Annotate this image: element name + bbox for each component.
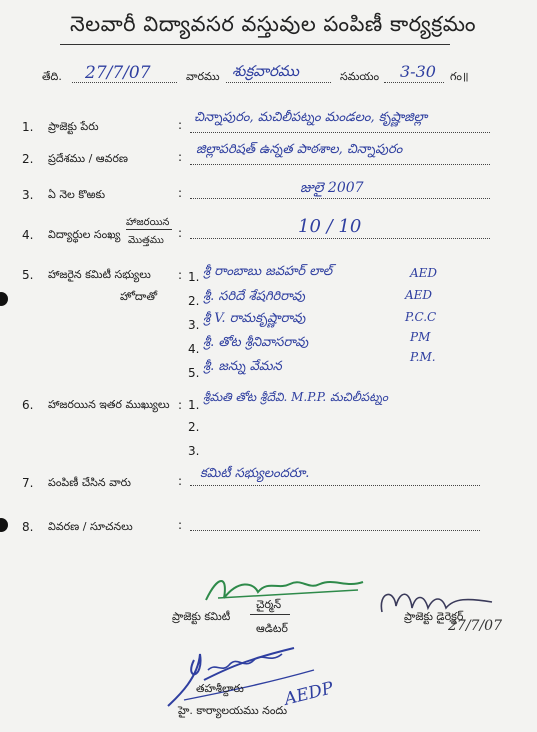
member-2-designation: AED (405, 288, 433, 302)
member-5-name: శ్రీ. జన్ను వేమన (203, 359, 282, 374)
member-2-name: శ్రీ. సరిదే శేషగిరిరావు (203, 289, 306, 304)
member-5-designation: P.M. (410, 350, 436, 364)
row-2-value: జిల్లాపరిషత్ ఉన్నత పాఠశాల, చిన్నాపురం (196, 142, 403, 157)
row-4-label: విద్యార్థుల సంఖ్య (48, 228, 121, 241)
row-5-label: హాజరైన కమిటీ సభ్యులు (48, 268, 151, 281)
date-dotted-line (72, 82, 177, 83)
time-label: సమయం (340, 70, 380, 83)
row-8-colon: : (178, 518, 183, 532)
official-2-number: 2. (188, 420, 200, 434)
row-6-number: 6. (22, 398, 34, 412)
chairman-signature (198, 570, 368, 610)
member-3-designation: P.C.C (405, 310, 437, 324)
member-1-designation: AED (410, 266, 438, 280)
row-4-label-bottom: మొత్తము (128, 235, 164, 246)
time-unit: గం॥ (450, 70, 469, 83)
row-5-number: 5. (22, 268, 34, 282)
official-1-number: 1. (188, 398, 200, 412)
date-label: తేది. (42, 70, 62, 83)
row-4-label-top: హాజరయిన (126, 217, 170, 228)
director-date: 27/7/07 (448, 618, 502, 634)
row-4-fraction-line (126, 229, 172, 230)
title-underline (60, 44, 450, 45)
row-3-number: 3. (22, 188, 34, 202)
day-label: వారము (186, 70, 220, 83)
row-2-dotted-line (190, 164, 490, 165)
member-3-name: శ్రీ V. రామకృష్ణారావు (203, 311, 306, 326)
member-5-number: 5. (188, 366, 200, 380)
row-4-value: 10 / 10 (298, 216, 362, 237)
row-8-label: వివరణ / సూచనలు (48, 520, 133, 533)
row-7-dotted-line (190, 485, 480, 486)
row-4-colon: : (178, 226, 183, 240)
chairman-label: చైర్మన్ (256, 598, 282, 611)
form-title: నెలవారీ విద్యావసర వస్తువుల పంపిణీ కార్యక్రమం (70, 12, 477, 36)
chairman-auditor-divider (250, 614, 290, 615)
row-8-dotted-line (190, 530, 480, 531)
member-2-number: 2. (188, 294, 200, 308)
row-3-value: జులై 2007 (300, 180, 364, 196)
row-6-label: హాజరయిన ఇతర ముఖ్యులు (48, 398, 170, 411)
auditor-label: ఆడిటర్ (256, 622, 288, 635)
row-2-label: ప్రదేశము / ఆవరణ (48, 152, 128, 165)
official-1-name: శ్రీమతి తోట శ్రీదేవి. M.P.P. మచిలీపట్నం (203, 390, 388, 404)
committee-label: ప్రాజెక్టు కమిటీ (172, 610, 231, 623)
member-3-number: 3. (188, 318, 200, 332)
date-value: 27/7/07 (85, 63, 151, 83)
row-7-value: కమిటీ సభ్యులందరూ. (200, 466, 310, 481)
member-4-number: 4. (188, 342, 200, 356)
punch-hole-bottom (0, 518, 8, 532)
punch-hole-top (0, 292, 8, 306)
row-4-dotted-line (190, 238, 490, 239)
row-2-number: 2. (22, 152, 34, 166)
director-label: ప్రాజెక్టు డైరెక్టర్ (404, 610, 464, 623)
row-1-number: 1. (22, 120, 34, 134)
school-office-label: హై. కార్యాలయము నందు (178, 704, 287, 717)
row-5-sub-label: హోదాతో (120, 290, 158, 303)
row-4-number: 4. (22, 228, 34, 242)
row-7-colon: : (178, 474, 183, 488)
aedp-stamp: AEDP (282, 678, 336, 710)
row-8-number: 8. (22, 520, 34, 534)
member-4-designation: PM (410, 330, 431, 344)
row-6-colon: : (178, 398, 183, 412)
member-1-number: 1. (188, 270, 200, 284)
row-5-colon: : (178, 268, 183, 282)
row-1-label: ప్రాజెక్టు పేరు (48, 120, 99, 133)
row-1-value: చిన్నాపురం, మచిలీపట్నం మండలం, కృష్ణాజిల్లా (194, 110, 428, 125)
time-dotted-line (384, 82, 444, 83)
row-2-colon: : (178, 150, 183, 164)
row-1-colon: : (178, 118, 183, 132)
member-4-name: శ్రీ. తోట శ్రీనివాసరావు (203, 335, 309, 350)
row-1-dotted-line (190, 132, 490, 133)
row-3-colon: : (178, 186, 183, 200)
official-3-number: 3. (188, 444, 200, 458)
row-7-label: పంపిణీ చేసిన వారు (48, 476, 131, 489)
day-value: శుక్రవారము (232, 62, 299, 80)
member-1-name: శ్రీ రాంబాబు జవహర్ లాల్ (203, 264, 333, 279)
day-dotted-line (226, 82, 331, 83)
row-3-label: ఏ నెల కొఱకు (48, 188, 106, 201)
tahsildar-label: తహశీల్దారు (196, 682, 244, 695)
time-value: 3-30 (400, 62, 436, 81)
row-7-number: 7. (22, 476, 34, 490)
